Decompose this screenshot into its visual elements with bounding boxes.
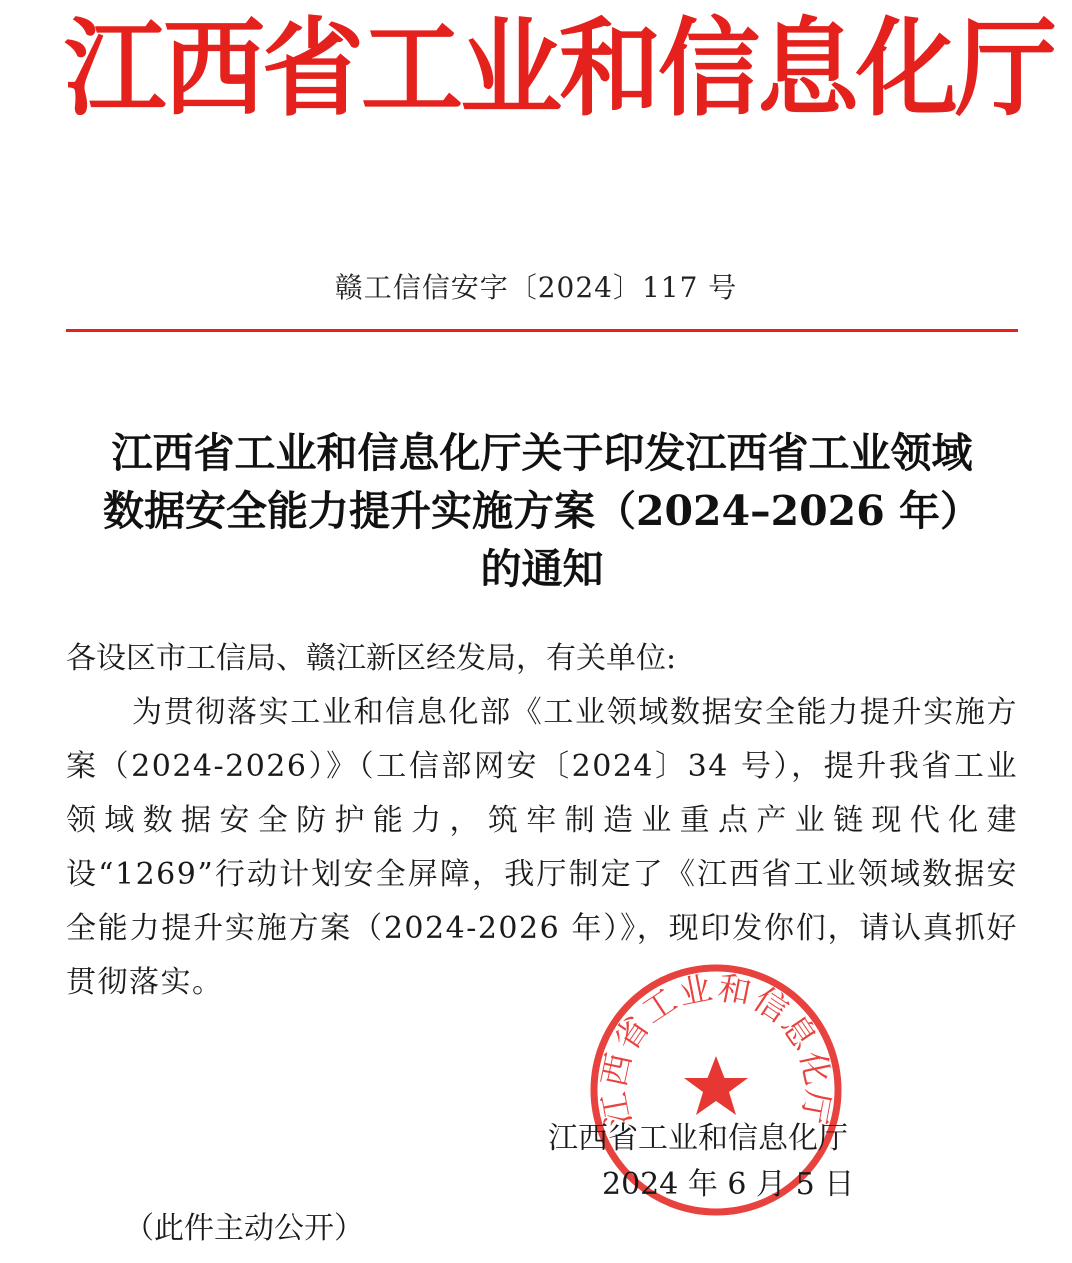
body-paragraph: 为贯彻落实工业和信息化部《工业领域数据安全能力提升实施方案（2024-2026）》（工信部网安〔2024〕34 号），提升我省工业领域数据安全防护能力，筑牢制造业重点产业链现代化建设“1269”行动计划安全屏障，我厅制定了《江西省工业领域数据安全能力提升实施方案（2024-2026 年）》，现印发你们，请认真抓好贯彻落实。	[66, 695, 1018, 1000]
notice-title-line-3: 的通知	[480, 545, 604, 593]
disclosure-note: （此件主动公开）	[124, 1211, 364, 1246]
addressee-line: 各设区市工信局、赣江新区经发局，有关单位:	[66, 641, 677, 676]
red-divider-line	[66, 329, 1018, 332]
notice-title	[56, 424, 1028, 598]
issuer-name: 江西省工业和信息化厅	[548, 1121, 848, 1156]
issue-date: 2024 年 6 月 5 日	[602, 1167, 855, 1202]
notice-body	[66, 632, 1018, 1010]
seal-text: 江西省工业和信息化厅	[593, 967, 839, 1129]
issuing-authority-header: 江西省工业和信息化厅	[64, 6, 1054, 132]
document-number: 赣工信信安字〔2024〕117 号	[334, 271, 738, 304]
notice-title-line-2: 数据安全能力提升实施方案（2024–2026 年）	[103, 487, 981, 535]
svg-text:江西省工业和信息化厅	[594, 968, 838, 1129]
star-icon	[684, 1056, 748, 1115]
notice-title-line-1: 江西省工业和信息化厅关于印发江西省工业领域	[111, 429, 973, 477]
